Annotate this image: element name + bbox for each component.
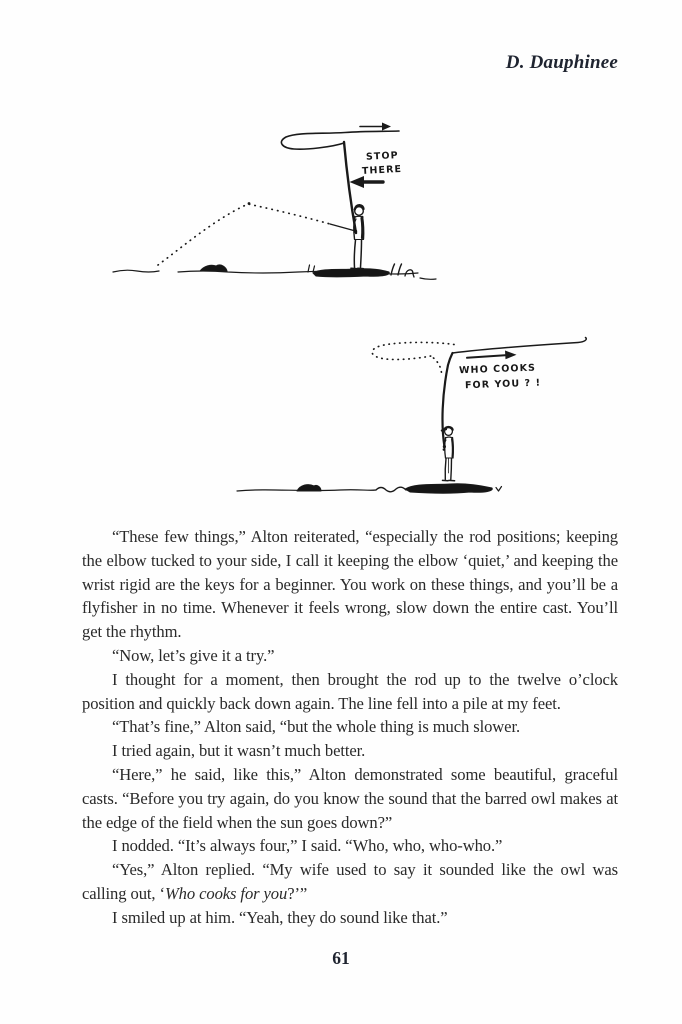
cast-direction-arrow-icon	[360, 123, 391, 131]
fly-line-forward	[453, 338, 587, 354]
paragraph	[82, 668, 618, 716]
sketch-caption-owl-line1: WHO COOKS	[458, 362, 537, 377]
paragraph	[82, 763, 618, 834]
sketch-caption-stop-line1: STOP	[365, 150, 399, 163]
paragraph	[82, 739, 618, 763]
sketch-caption-stop-line2: THERE	[361, 163, 403, 177]
stop-arrow-icon	[350, 176, 384, 188]
paragraph-text: “Now, let’s give it a try.”	[112, 645, 275, 665]
fly-rod	[442, 353, 452, 447]
dotted-line-loop	[372, 342, 454, 373]
paragraph	[82, 858, 618, 906]
paragraph-text: “Here,” he said, like this,” Alton demonstrated some beautiful, graceful casts. “Before you try again, do you know the sound that the barred owl makes at the edge of the field when the sun goes down?”	[82, 764, 618, 832]
fly-line-loop	[281, 131, 399, 149]
paragraph-text: “Yes,” Alton replied. “My wife used to say it sounded like the owl was calling out, ‘	[82, 860, 618, 903]
paragraph	[82, 644, 618, 668]
paragraph	[82, 906, 618, 930]
paragraph	[82, 715, 618, 739]
fly-casting-sketch-stop	[100, 110, 450, 290]
dotted-line-trajectory	[158, 202, 356, 265]
paragraph-text-italic: Who cooks for you	[164, 883, 288, 903]
paragraph-text: I smiled up at him. “Yeah, they do sound like that.”	[112, 907, 448, 927]
paragraph-text: I tried again, but it wasn’t much better.	[112, 741, 366, 761]
paragraph-text: ?’”	[287, 883, 308, 903]
sketch-caption-owl-line2: FOR YOU ? !	[464, 377, 542, 392]
body-text-block	[82, 525, 618, 930]
paragraph-text: I nodded. “It’s always four,” I said. “Who, who, who-who.”	[112, 836, 503, 856]
paragraph	[82, 525, 618, 644]
fly-casting-sketch-owl-call	[225, 330, 655, 500]
paragraph	[82, 834, 618, 858]
ground-line	[113, 264, 436, 279]
paragraph-text: “These few things,” Alton reiterated, “especially the rod positions; keeping the elbow tucked to your side, I call it keeping the elbow ‘quiet,’ and keeping the wrist rigid are the keys for a beginner. You work on these things, and you’ll be a flyfisher in no time. Whenever it feels wrong, slow down the entire cast. You’ll get the rhythm.	[82, 527, 618, 642]
paragraph-text: I thought for a moment, then brought the rod up to the twelve o’clock position and quickly back down again. The line fell into a pile at my feet.	[82, 669, 618, 713]
cast-direction-arrow-icon	[467, 351, 517, 360]
ground-line	[237, 484, 502, 493]
paragraph-text: “That’s fine,” Alton said, “but the whole thing is much slower.	[112, 717, 521, 737]
page-number: 61	[332, 948, 350, 968]
running-head-author: D. Dauphinee	[505, 52, 618, 73]
